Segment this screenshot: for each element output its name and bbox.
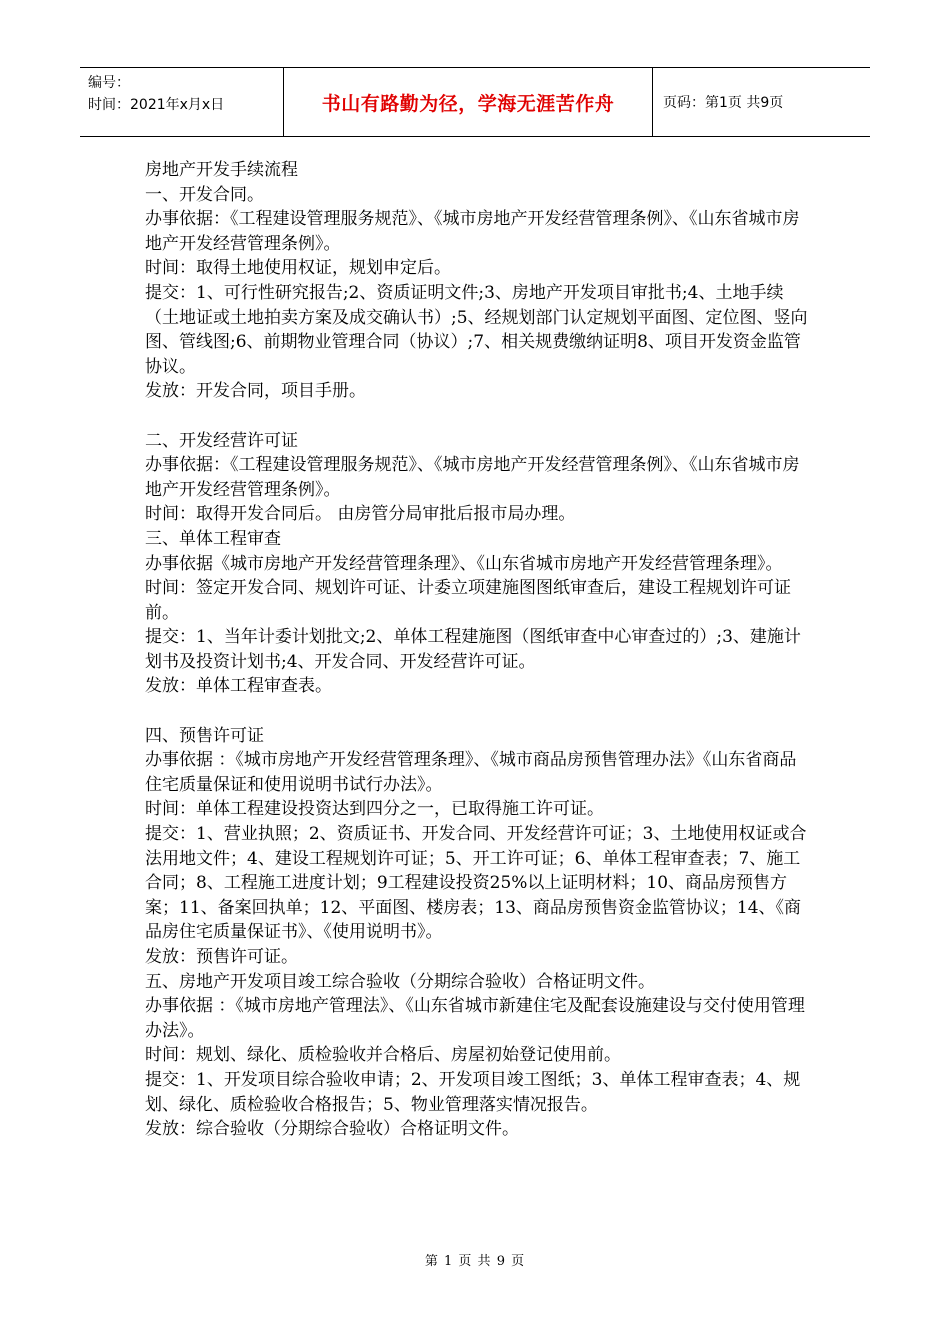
paragraph: 时间：签定开发合同、规划许可证、计委立项建施图图纸审查后，建设工程规划许可证前。 — [145, 578, 791, 623]
paragraph: 办事依据：《工程建设管理服务规范》、《城市房地产开发经营管理条例》、《山东省城市房地产开发经营管理条例》。 — [145, 209, 800, 254]
page-footer: 第 1 页 共 9 页 — [424, 1254, 526, 1269]
paragraph: 时间：取得土地使用权证，规划申定后。 — [145, 258, 451, 279]
paragraph: 办事依据：《工程建设管理服务规范》、《城市房地产开发经营管理条例》、《山东省城市房地产开发经营管理条例》。 — [145, 455, 800, 500]
document-body — [145, 158, 810, 1142]
paragraph: 发放：预售许可证。 — [145, 947, 298, 967]
paragraph: 时间：规划、绿化、质检验收并合格后、房屋初始登记使用前。 — [145, 1045, 621, 1066]
header-left — [80, 68, 283, 136]
header-page-info — [653, 68, 870, 136]
paragraph: 发放：单体工程审查表。 — [145, 676, 332, 697]
number-label: 编号： — [88, 75, 130, 91]
blank-line — [145, 404, 810, 429]
header-motto-cell — [283, 68, 653, 136]
paragraph: 提交：1、当年计委计划批文;2、单体工程建施图（图纸审查中心审查过的）;3、建施计划书及投资计划书;4、开发合同、开发经营许可证。 — [145, 627, 801, 672]
paragraph: 提交：1、可行性研究报告;2、资质证明文件;3、房地产开发项目审批书;4、土地手续（土地证或土地拍卖方案及成交确认书）;5、经规划部门认定规划平面图、定位图、竖向图、管线图;6、前期物业管理合同（协议）;7、相关规费缴纳证明8、项目开发资金监管协议。 — [145, 282, 808, 377]
paragraph: 提交：1、开发项目综合验收申请；2、开发项目竣工图纸；3、单体工程审查表；4、规划、绿化、质检验收合格报告；5、物业管理落实情况报告。 — [145, 1069, 801, 1115]
paragraph: 五、房地产开发项目竣工综合验收（分期综合验收）合格证明文件。 — [145, 971, 655, 992]
document-lines — [145, 183, 810, 1142]
paragraph: 发放：开发合同，项目手册。 — [145, 381, 366, 402]
motto-text: 书山有路勤为径，学海无涯苦作舟 — [321, 92, 615, 115]
paragraph: 办事依据《城市房地产开发经营管理条理》、《山东省城市房地产开发经营管理条理》。 — [145, 553, 783, 574]
paragraph: 时间：取得开发合同后。 由房管分局审批后报市局办理。 — [145, 504, 576, 525]
paragraph: 三、单体工程审查 — [145, 528, 281, 549]
paragraph: 发放：综合验收（分期综合验收）合格证明文件。 — [145, 1119, 519, 1140]
page-info-text: 页码：第1页 共9页 — [663, 95, 784, 111]
page-header — [80, 67, 870, 137]
paragraph: 办事依据 ：《城市房地产管理法》、《山东省城市新建住宅及配套设施建设与交付使用管理办法》。 — [145, 996, 805, 1041]
paragraph: 提交：1、营业执照；2、资质证书、开发合同、开发经营许可证；3、土地使用权证或合法用地文件；4、建设工程规划许可证；5、开工许可证；6、单体工程审查表；7、施工合同；8、工程施工进度计划；9工程建设投资25%以上证明材料；10、商品房预售方案；11、备案回执单；12、平面图、楼房表；13、商品房预售资金监管协议；14、《商品房住宅质量保证书》、《使用说明书》。 — [145, 824, 807, 943]
blank-line — [145, 699, 810, 724]
paragraph: 四、预售许可证 — [145, 725, 264, 746]
paragraph: 办事依据 ：《城市房地产开发经营管理条理》、《城市商品房预售管理办法》《山东省商品住宅质量保证和使用说明书试行办法》。 — [145, 750, 797, 795]
paragraph: 一、开发合同。 — [145, 184, 264, 205]
time-label: 时间：2021年x月x日 — [88, 97, 225, 113]
paragraph: 二、开发经营许可证 — [145, 430, 298, 451]
paragraph: 时间：单体工程建设投资达到四分之一，已取得施工许可证。 — [145, 799, 604, 820]
document-title: 房地产开发手续流程 — [145, 160, 298, 180]
